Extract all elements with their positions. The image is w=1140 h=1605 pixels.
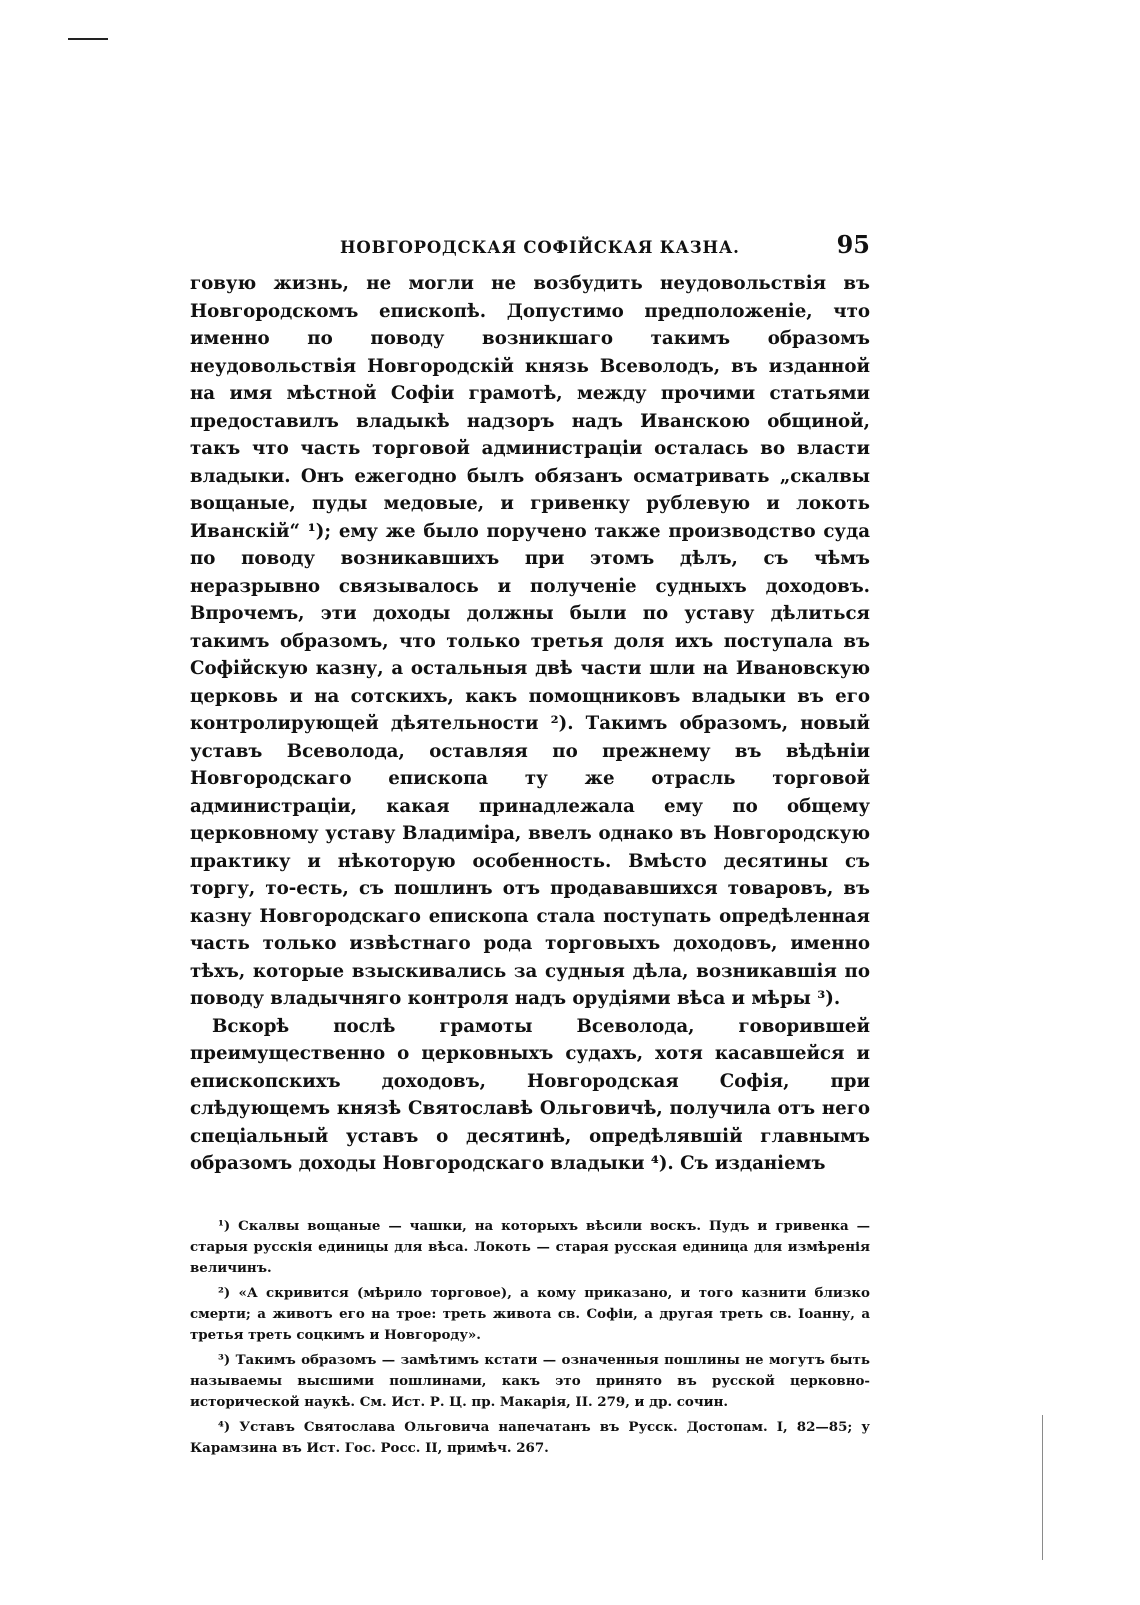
footnote-1-mark: ¹) [218, 1217, 231, 1234]
page-number: 95 [836, 230, 870, 259]
footnote-3 [190, 1350, 870, 1413]
book-page [190, 220, 870, 1463]
running-title: НОВГОРОДСКАЯ СОФІЙСКАЯ КАЗНА. [340, 238, 740, 257]
footnotes [190, 1216, 870, 1459]
margin-line-mark [1042, 1415, 1043, 1560]
footnote-4-text: Уставъ Святослава Ольговича напечатанъ въ Русск. Достопам. I, 82—85; у Карамзина въ Ист. Гос. Росс. II, примѣч. 267. [190, 1418, 870, 1456]
body-paragraph-2 [190, 1013, 870, 1178]
corner-rule-mark [68, 38, 108, 40]
footnote-1 [190, 1216, 870, 1279]
footnote-separator [190, 1178, 870, 1216]
footnote-3-text: Такимъ образомъ — замѣтимъ кстати — означенныя пошлины не могутъ быть называемы высшими пошлинами, какъ это принято въ русской церковно-исторической наукѣ. См. Ист. Р. Ц. пр. Макарія, II. 279, и др. сочин. [190, 1351, 870, 1410]
footnote-1-text: Скалвы вощаные — чашки, на которыхъ вѣсили воскъ. Пудъ и гривенка — старыя русскія единицы для вѣса. Локоть — старая русская единица для измѣренія величинъ. [190, 1217, 870, 1276]
body-paragraph-2-text: Вскорѣ послѣ грамоты Всеволода, говорившей преимущественно о церковныхъ судахъ, хотя касавшейся и епископскихъ доходовъ, Новгородская Софія, при слѣдующемъ князѣ Святославѣ Ольговичѣ, получила отъ него спеціальный уставъ о десятинѣ, опредѣлявшій главнымъ образомъ доходы Новгородскаго владыки ⁴). Съ изданіемъ [190, 1015, 870, 1174]
footnote-2-text: «А скривится (мѣрило торговое), а кому приказано, и того казнити близко смерти; а животъ его на трое: треть живота св. Софіи, а другая треть св. Іоанну, а третья треть соцкимъ и Новгороду». [190, 1284, 870, 1343]
footnote-4 [190, 1417, 870, 1459]
footnote-3-mark: ³) [218, 1351, 231, 1368]
footnote-4-mark: ⁴) [218, 1418, 231, 1435]
footnote-2 [190, 1283, 870, 1346]
body-paragraph-1: говую жизнь, не могли не возбудить неудовольствія въ Новгородскомъ епископѣ. Допустимо предположеніе, что именно по поводу возникшаго такимъ образомъ неудовольствія Новгородскій князь Всеволодъ, въ изданной на имя мѣстной Софіи грамотѣ, между прочими статьями предоставилъ владыкѣ надзоръ надъ Иванскою общиной, такъ что часть торговой администраціи осталась во власти владыки. Онъ ежегодно былъ обязанъ осматривать „скалвы вощаные, пуды медовые, и гривенку рублевую и локоть Иванскій“ ¹); ему же было поручено также производство суда по поводу возникавшихъ при этомъ дѣлъ, съ чѣмъ неразрывно связывалось и полученіе судныхъ доходовъ. Впрочемъ, эти доходы должны были по уставу дѣлиться такимъ образомъ, что только третья доля ихъ поступала въ Софійскую казну, а остальныя двѣ части шли на Ивановскую церковь и на сотскихъ, какъ помощниковъ владыки въ его контролирующей дѣятельности ²). Такимъ образомъ, новый уставъ Всеволода, оставляя по прежнему въ вѣдѣніи Новгородскаго епископа ту же отрасль торговой администраціи, какая принадлежала ему по общему церковному уставу Владиміра, ввелъ однако въ Новгородскую практику и нѣкоторую особенность. Вмѣсто десятины съ торгу, то-есть, съ пошлинъ отъ продававшихся товаровъ, въ казну Новгородскаго епископа стала поступать опредѣленная часть только извѣстнаго рода торговыхъ доходовъ, именно тѣхъ, которые взыскивались за судныя дѣла, возникавшія по поводу владычняго контроля надъ орудіями вѣса и мѣры ³). [190, 273, 870, 1009]
page-header [190, 220, 870, 270]
footnote-2-mark: ²) [218, 1284, 231, 1301]
